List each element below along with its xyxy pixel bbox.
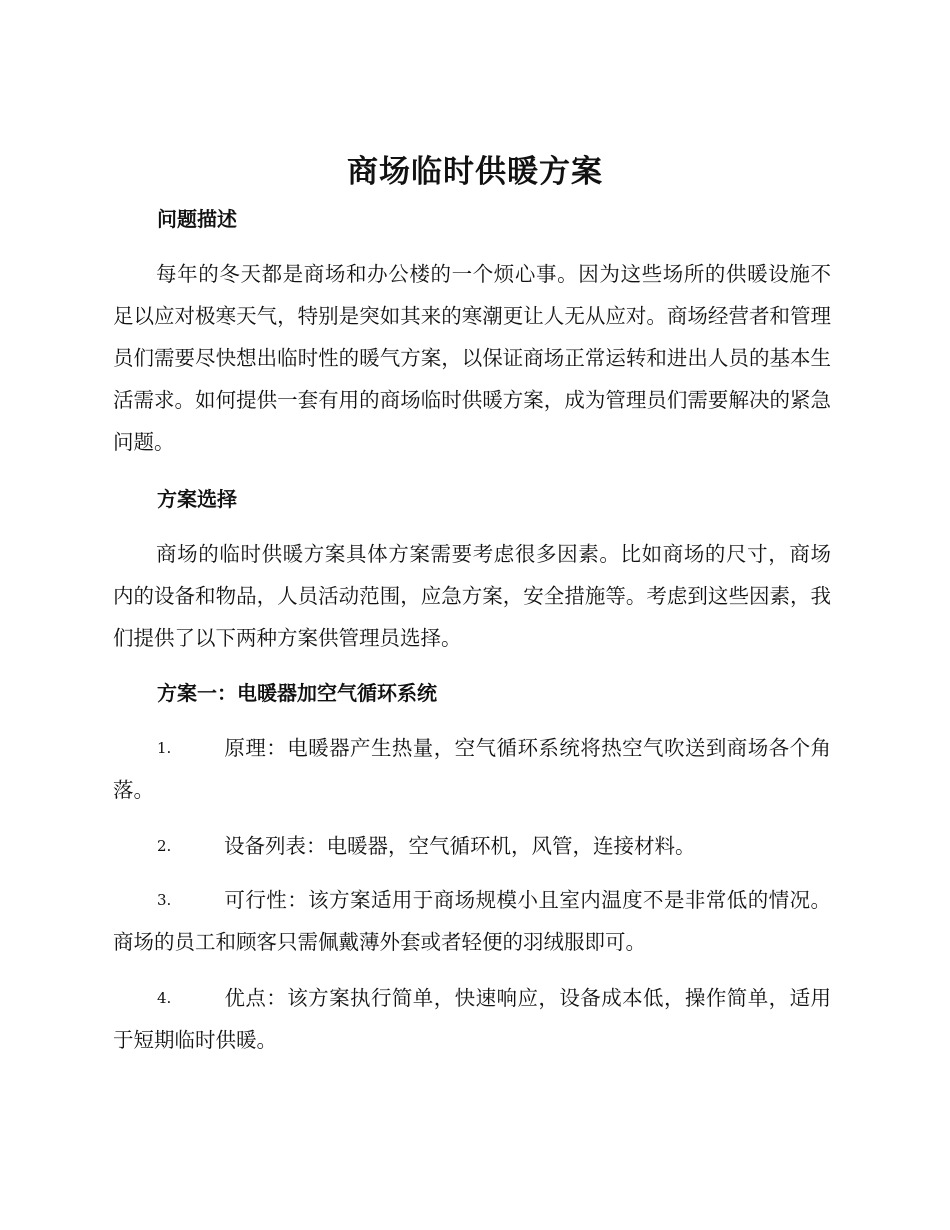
list-item-text: 可行性：该方案适用于商场规模小且室内温度不是非常低的情况。商场的员工和顾客只需佩戴薄外套或者轻便的羽绒服即可。 [113, 888, 831, 954]
list-item-number: 2. [157, 837, 172, 855]
section-paragraph-problem: 每年的冬天都是商场和办公楼的一个烦心事。因为这些场所的供暖设施不足以应对极寒天气，特别是突如其来的寒潮更让人无从应对。商场经营者和管理员们需要尽快想出临时性的暖气方案，以保证商场正常运转和进出人员的基本生活需求。如何提供一套有用的商场临时供暖方案，成为管理员们需要解决的紧急问题。 [113, 262, 831, 454]
section-paragraph-selection: 商场的临时供暖方案具体方案需要考虑很多因素。比如商场的尺寸，商场内的设备和物品，人员活动范围，应急方案，安全措施等。考虑到这些因素，我们提供了以下两种方案供管理员选择。 [113, 542, 831, 650]
list-item-number: 3. [157, 891, 172, 909]
list-item-text: 优点：该方案执行简单，快速响应，设备成本低，操作简单，适用于短期临时供暖。 [113, 986, 831, 1052]
document-title: 商场临时供暖方案 [347, 154, 603, 190]
list-item-text: 原理：电暖器产生热量，空气循环系统将热空气吹送到商场各个角落。 [113, 736, 831, 802]
list-item-number: 4. [157, 989, 172, 1007]
section-heading-problem: 问题描述 [157, 207, 237, 231]
section-heading-plan-one: 方案一：电暖器加空气循环系统 [157, 681, 437, 705]
list-item [113, 879, 831, 963]
list-item-number: 1. [157, 739, 172, 757]
list-item [113, 727, 831, 811]
list-item [113, 825, 831, 867]
list-item [113, 977, 831, 1061]
section-heading-selection: 方案选择 [157, 487, 237, 511]
list-item-text: 设备列表：电暖器，空气循环机，风管，连接材料。 [224, 834, 696, 858]
